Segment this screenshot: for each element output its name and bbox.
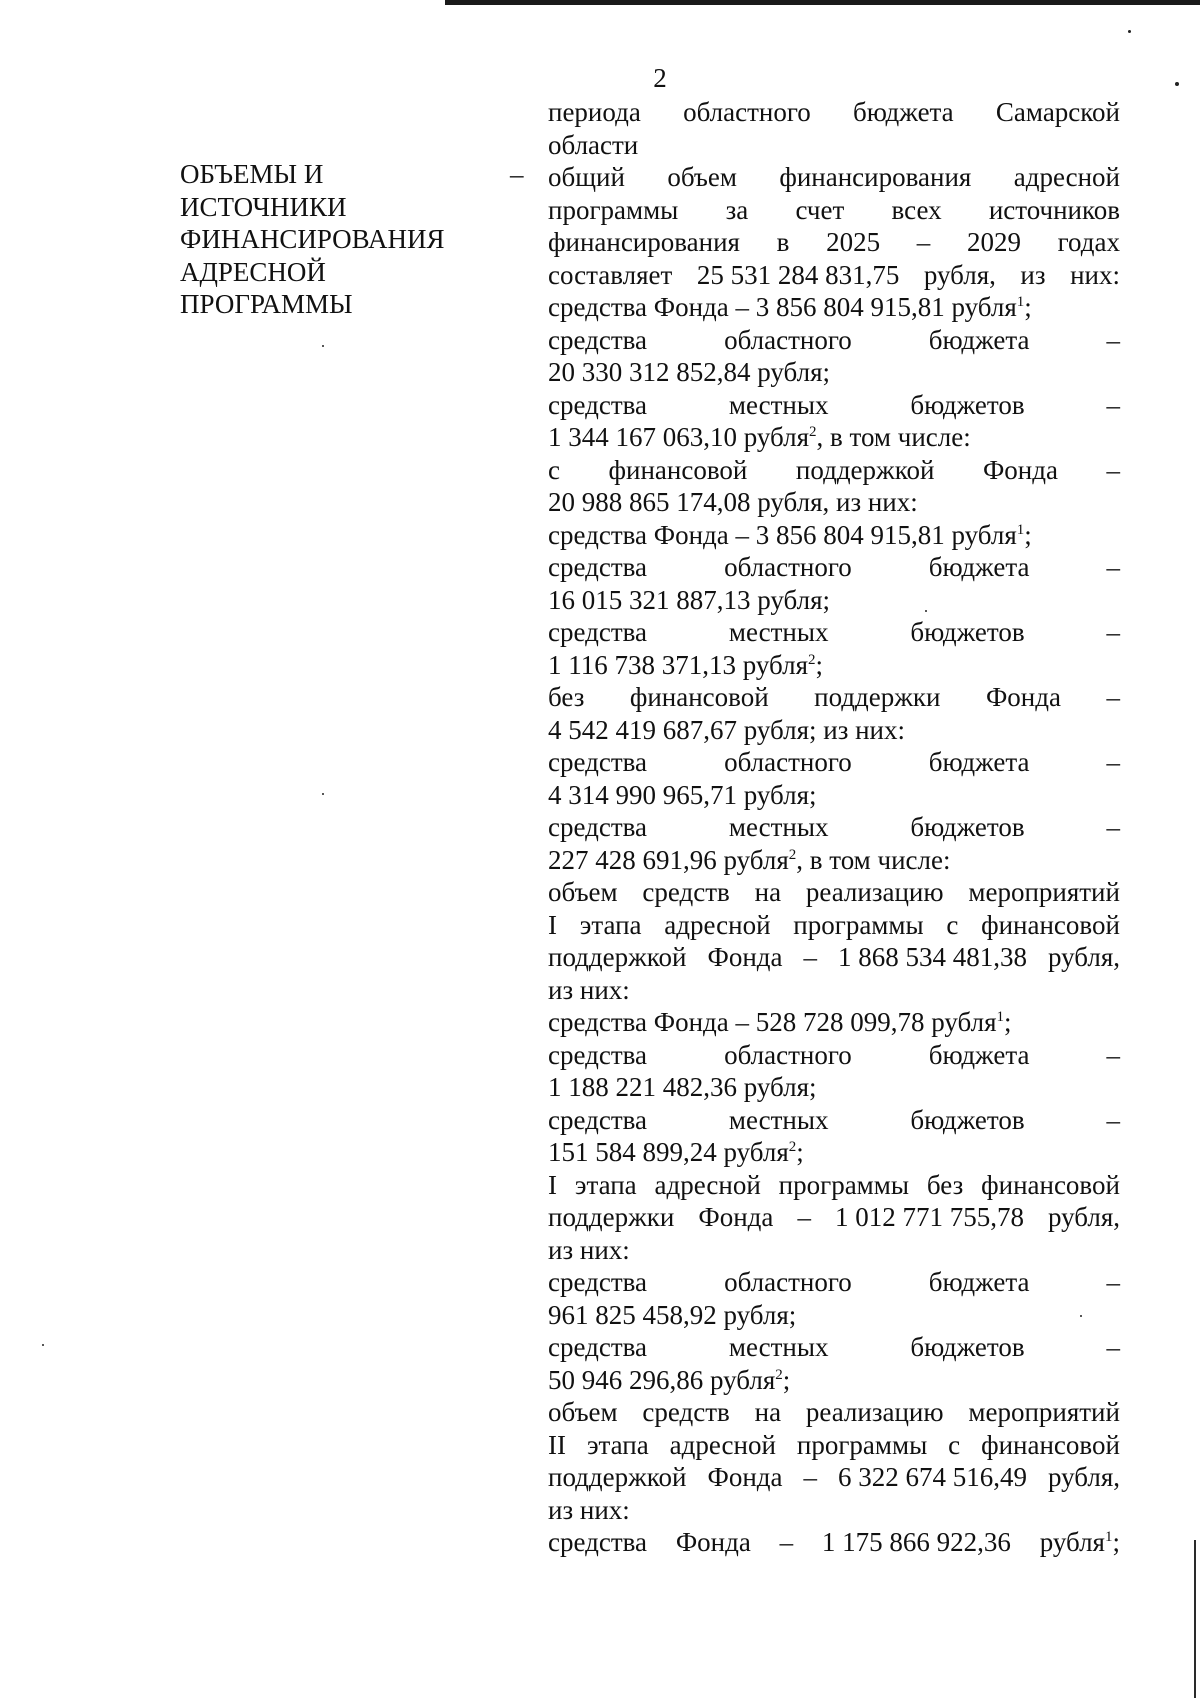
text-line <box>548 584 1120 617</box>
amount-text: 16 015 321 887,13 рубля; <box>548 584 830 615</box>
word: с <box>946 909 959 940</box>
word: средства <box>548 1267 648 1297</box>
word: реализацию <box>805 877 944 907</box>
word: областного <box>683 97 811 127</box>
scan-speck <box>1080 1315 1082 1317</box>
text-line <box>548 356 1120 389</box>
text-line <box>548 486 1120 519</box>
word: областного <box>724 747 852 777</box>
word: – <box>1106 1104 1120 1135</box>
word: областного <box>724 324 852 355</box>
page-number: 2 <box>653 63 667 93</box>
word: рубля, <box>923 259 996 290</box>
word: бюджета <box>928 324 1030 355</box>
footnote-mark: 2 <box>788 1139 797 1155</box>
text-line <box>548 161 1120 194</box>
text-line <box>548 876 1120 909</box>
scan-speck <box>1175 82 1179 86</box>
text-line <box>548 811 1120 844</box>
scan-speck <box>42 1344 44 1346</box>
text-line <box>548 259 1120 292</box>
scan-speck <box>322 793 324 795</box>
text-line <box>548 96 1120 129</box>
text-line <box>548 1104 1120 1137</box>
text-line <box>548 649 1120 682</box>
word: – <box>1106 617 1120 647</box>
word: бюджета <box>853 97 954 127</box>
punctuation: , в том числе: <box>816 422 971 452</box>
word: поддержкой <box>795 454 935 485</box>
word: финансовой <box>608 454 748 485</box>
punctuation: ; <box>1004 1007 1012 1037</box>
amount: 1 175 866 922,36 <box>821 1527 1011 1557</box>
word: – <box>1106 812 1120 842</box>
text-line <box>548 909 1120 942</box>
text-line <box>548 551 1120 584</box>
word: областного <box>724 552 852 582</box>
word: годах <box>1057 227 1120 257</box>
text-line <box>548 974 1120 1007</box>
word: рубля, <box>1048 942 1120 972</box>
punctuation: ; <box>1024 519 1032 550</box>
word: поддержкой <box>548 942 687 972</box>
word: рубля, <box>1048 1462 1120 1492</box>
text-line <box>548 616 1120 649</box>
word: поддержкой <box>548 1462 687 1492</box>
heading-line: ПРОГРАММЫ <box>180 289 353 319</box>
word: Фонда <box>707 942 783 972</box>
word: I <box>548 1169 557 1200</box>
word: – <box>916 227 931 257</box>
word: – <box>1106 682 1120 712</box>
amount-text: 227 428 691,96 рубля <box>548 844 789 875</box>
word: II <box>548 1429 566 1460</box>
heading-line: ИСТОЧНИКИ <box>180 191 347 222</box>
punctuation: ; <box>796 1137 804 1167</box>
word: адресной <box>654 1169 761 1200</box>
punctuation: ; <box>782 1364 791 1395</box>
word: областного <box>724 1039 852 1070</box>
word: – <box>1106 1267 1120 1297</box>
punctuation: ; <box>1024 292 1032 322</box>
word: областного <box>724 1267 852 1297</box>
word: бюджетов <box>910 617 1025 647</box>
word: на <box>754 1397 782 1427</box>
word: всех <box>891 194 942 225</box>
amount-text: 20 988 865 174,08 рубля, из них: <box>548 487 918 517</box>
word: финансирования <box>779 162 972 192</box>
word: из них: <box>548 974 630 1005</box>
word: бюджетов <box>910 389 1025 420</box>
word: с <box>548 454 560 485</box>
text-line <box>548 1006 1120 1039</box>
amount-text: 20 330 312 852,84 рубля; <box>548 357 830 387</box>
text-line <box>548 226 1120 259</box>
amount: 25 531 284 831,75 <box>696 259 900 290</box>
word: бюджета <box>928 747 1030 777</box>
heading-line: ОБЪЕМЫ И <box>180 159 324 189</box>
word: этапа <box>579 909 642 940</box>
text-line <box>548 1396 1120 1429</box>
text-line <box>548 844 1120 877</box>
word: – <box>779 1527 794 1557</box>
text-line <box>548 714 1120 747</box>
word: I <box>548 909 557 940</box>
word: реализацию <box>805 1397 944 1427</box>
amount-text: средства Фонда – 3 856 804 915,81 рубля <box>548 519 1017 550</box>
punctuation: ; <box>815 649 824 680</box>
footnote-mark: 2 <box>809 424 817 440</box>
word: этапа <box>574 1169 637 1200</box>
word: – <box>797 1202 811 1232</box>
word: счет <box>795 194 845 225</box>
amount-text: 1 116 738 371,13 рубля <box>548 649 808 680</box>
word: объем <box>548 877 618 907</box>
word: – <box>1106 389 1120 420</box>
heading-line: АДРЕСНОЙ <box>180 256 326 287</box>
word: – <box>1106 1332 1120 1362</box>
word: периода <box>548 97 641 127</box>
word: за <box>725 194 749 225</box>
word: средств <box>642 877 730 907</box>
word: адресной <box>1013 162 1120 192</box>
word: бюджета <box>928 1039 1030 1070</box>
text-line <box>548 1136 1120 1169</box>
word: местных <box>728 389 829 420</box>
word: Фонда <box>982 454 1058 485</box>
top-edge-line <box>445 0 1200 5</box>
scan-speck <box>925 610 927 612</box>
footnote-mark: 2 <box>788 846 797 863</box>
word: местных <box>728 1104 829 1135</box>
text-line <box>548 389 1120 422</box>
word: программы <box>548 194 679 225</box>
word: них: <box>1070 259 1120 290</box>
word: местных <box>728 812 829 842</box>
word: средства <box>548 617 648 647</box>
word: рубля <box>1039 1527 1105 1557</box>
word: поддержки <box>814 682 941 712</box>
word: – <box>1106 552 1120 582</box>
word: средства <box>548 1332 648 1362</box>
word: 2025 <box>826 227 881 257</box>
text-line <box>548 291 1120 324</box>
word: средства <box>548 389 648 420</box>
word: Фонда <box>985 682 1061 712</box>
word: составляет <box>548 259 673 290</box>
word: средства <box>548 1104 648 1135</box>
word: финансирования <box>548 227 740 257</box>
word: объем <box>548 1397 618 1427</box>
heading-line: ФИНАНСИРОВАНИЯ <box>180 224 445 254</box>
word: программы <box>778 1169 909 1200</box>
word: в <box>776 227 790 257</box>
word: средства <box>548 1527 648 1557</box>
word: на <box>754 877 782 907</box>
text-line <box>548 454 1120 487</box>
text-line <box>548 519 1120 552</box>
amount: 1 012 771 755,78 <box>834 1202 1024 1232</box>
word: финансовой <box>981 1169 1120 1200</box>
word: объем <box>667 162 737 192</box>
word: Фонда <box>698 1202 774 1232</box>
word: средства <box>548 552 648 582</box>
word: – <box>803 1462 817 1492</box>
word: бюджетов <box>910 1332 1025 1362</box>
amount-text: 4 542 419 687,67 рубля; из них: <box>548 714 906 745</box>
word: средства <box>548 324 648 355</box>
footnote-mark: 1 <box>1016 521 1025 538</box>
amount: 6 322 674 516,49 <box>838 1462 1027 1492</box>
footnote-mark: 1 <box>1016 294 1025 310</box>
word: мероприятий <box>968 1397 1120 1427</box>
word: – <box>1106 324 1120 355</box>
word: средства <box>548 747 648 777</box>
text-line <box>548 746 1120 779</box>
amount-text: 151 584 899,24 рубля <box>548 1137 789 1167</box>
word: средства <box>548 1039 648 1070</box>
amount-text: 1 188 221 482,36 рубля; <box>548 1072 817 1102</box>
word: адресной <box>669 1429 776 1460</box>
word: 2029 <box>966 227 1021 257</box>
amount-text: средства Фонда – 3 856 804 915,81 рубля <box>548 292 1017 322</box>
text-line <box>548 1364 1120 1397</box>
word: – <box>1106 747 1120 777</box>
text-line <box>548 1201 1120 1234</box>
amount-text: 50 946 296,86 рубля <box>548 1364 776 1395</box>
footnote-mark: 2 <box>775 1366 783 1383</box>
footnote-mark: 2 <box>808 651 816 668</box>
word: – <box>803 942 817 972</box>
word: рубля, <box>1048 1202 1120 1232</box>
word: с <box>948 1429 961 1460</box>
punctuation: ; <box>1112 1527 1120 1557</box>
word: бюджетов <box>910 812 1025 842</box>
word: средства <box>548 812 648 842</box>
text-line <box>548 1526 1120 1559</box>
word: области <box>548 129 639 160</box>
scan-edge-line <box>1194 1540 1196 1698</box>
text-line <box>548 1461 1120 1494</box>
word: без <box>926 1169 964 1200</box>
text-line <box>548 1234 1120 1267</box>
word: местных <box>728 1332 829 1362</box>
amount-text: 1 344 167 063,10 рубля <box>548 422 809 452</box>
word: финансовой <box>629 682 769 712</box>
word: мероприятий <box>968 877 1120 907</box>
footnote-mark: 1 <box>996 1009 1005 1025</box>
text-line <box>548 1299 1120 1332</box>
word: финансовой <box>981 1429 1120 1460</box>
word: – <box>1106 454 1120 485</box>
word: Фонда <box>675 1527 751 1557</box>
text-line <box>548 129 1120 162</box>
amount-text: 4 314 990 965,71 рубля; <box>548 779 817 810</box>
text-line <box>548 1429 1120 1462</box>
word: Самарской <box>995 97 1120 127</box>
word: программы <box>796 1429 928 1460</box>
word: программы <box>793 909 924 940</box>
section-heading <box>180 158 470 321</box>
word: из них: <box>548 1494 630 1525</box>
word: бюджета <box>928 552 1030 582</box>
word: из <box>1020 259 1046 290</box>
word: из них: <box>548 1234 630 1265</box>
word: без <box>548 682 585 712</box>
amount-text: средства Фонда – 528 728 099,78 рубля <box>548 1007 997 1037</box>
word: бюджетов <box>910 1104 1025 1135</box>
word: средств <box>642 1397 730 1427</box>
text-line <box>548 779 1120 812</box>
text-line <box>548 194 1120 227</box>
text-line <box>548 941 1120 974</box>
word: – <box>1106 1039 1120 1070</box>
word: адресной <box>664 909 771 940</box>
scan-speck <box>1128 30 1131 33</box>
text-line <box>548 1071 1120 1104</box>
text-line <box>548 1039 1120 1072</box>
word: бюджета <box>928 1267 1030 1297</box>
word: финансовой <box>981 909 1120 940</box>
text-line <box>548 324 1120 357</box>
footnote-mark: 1 <box>1104 1529 1113 1545</box>
word: Фонда <box>707 1462 783 1492</box>
text-line <box>548 1169 1120 1202</box>
word: общий <box>548 162 625 192</box>
text-line <box>548 1494 1120 1527</box>
word: поддержки <box>548 1202 675 1232</box>
word: местных <box>728 617 829 647</box>
amount: 1 868 534 481,38 <box>838 942 1027 972</box>
word: источников <box>988 194 1120 225</box>
word: этапа <box>586 1429 649 1460</box>
text-line <box>548 1331 1120 1364</box>
text-line <box>548 681 1120 714</box>
scan-speck <box>322 345 324 347</box>
text-line <box>548 421 1120 454</box>
text-line <box>548 1266 1120 1299</box>
financing-text <box>548 96 1120 1559</box>
punctuation: , в том числе: <box>796 844 951 875</box>
heading-dash: – <box>510 159 524 189</box>
amount-text: 961 825 458,92 рубля; <box>548 1299 797 1330</box>
